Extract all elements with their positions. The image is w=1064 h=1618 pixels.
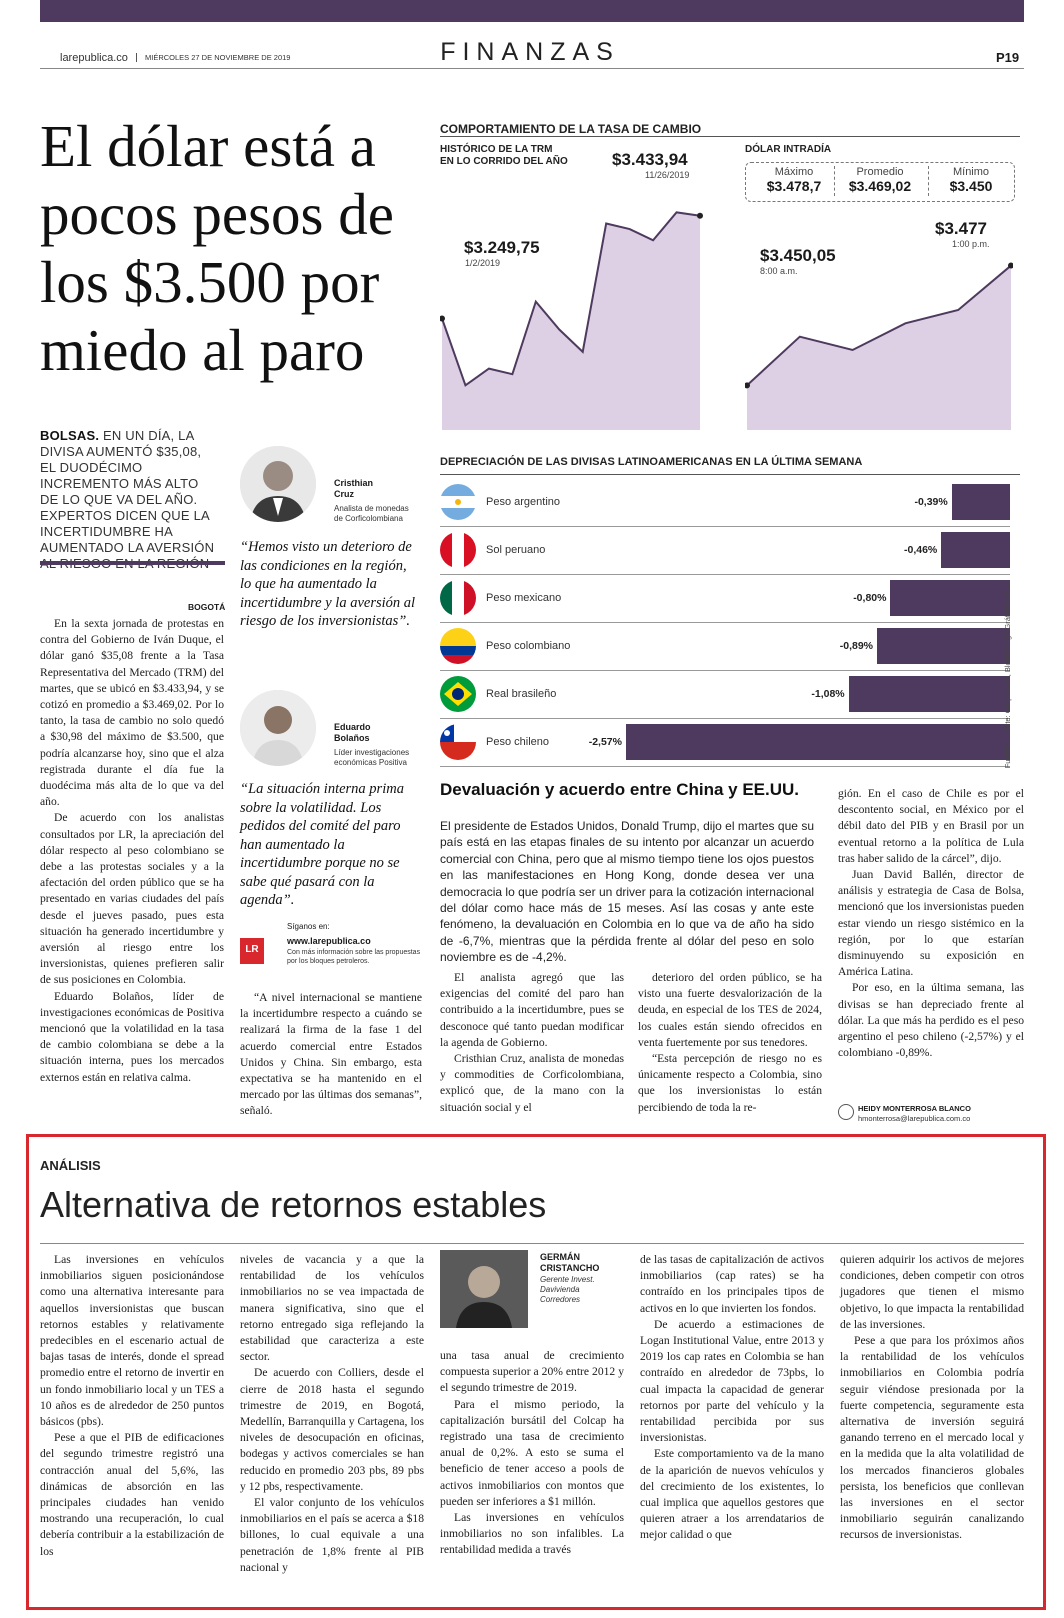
page-number: P19 bbox=[996, 50, 1020, 65]
depreciation-row bbox=[440, 526, 1010, 575]
body-column-6 bbox=[838, 786, 1024, 1061]
analyst-name-last: CRISTANCHO bbox=[540, 1263, 600, 1273]
country-flag-icon bbox=[440, 724, 476, 760]
author-email[interactable]: hmonterrosa@larepublica.com.co bbox=[858, 1114, 971, 1123]
bar bbox=[626, 724, 1010, 760]
depreciation-row bbox=[440, 718, 1010, 767]
depreciation-row bbox=[440, 574, 1010, 623]
bar bbox=[890, 580, 1010, 616]
person1-role bbox=[334, 504, 409, 524]
top-color-bar bbox=[40, 0, 1024, 22]
paragraph: De acuerdo con Colliers, desde el cierre de 2018 hasta el segundo trimestre de 2019, en Bogotá, Medellín, Barranquilla y Cartagena, los niveles de desocupación en oficinas, bodegas y activos comerciales se han reducido en promedio 203 pbs, 89 pbs y 12 pbs, respectivamente. bbox=[240, 1366, 424, 1493]
follow-note: Con más información sobre las propuestas por los bloques petroleros. bbox=[287, 949, 421, 965]
analysis-column-1 bbox=[40, 1252, 224, 1560]
avatar bbox=[240, 690, 316, 766]
body-column-1 bbox=[40, 616, 224, 1086]
paragraph: gión. En el caso de Chile es por el descontento social, en México por el débil dato del PIB y en Brasil por un eventual retorno a la política de Lula tras haber salido de la cárcel”, dijo. bbox=[838, 787, 1024, 865]
stat-divider bbox=[834, 166, 836, 196]
body-column-4 bbox=[440, 970, 624, 1116]
depreciation-row bbox=[440, 622, 1010, 671]
charts-title-rule bbox=[440, 136, 1020, 137]
analysis-label: ANÁLISIS bbox=[40, 1158, 101, 1173]
analyst-name bbox=[540, 1252, 599, 1274]
depreciation-title: DEPRECIACIÓN DE LAS DIVISAS LATINOAMERICANAS EN LA ÚLTIMA SEMANA bbox=[440, 456, 863, 468]
paragraph: Este comportamiento va de la mano de la aparición de nuevos vehículos y del crecimiento de los existentes, lo cual implica que aquellos gestores que quieren atraer a los arrendatarios de mejor calidad o que bbox=[640, 1447, 824, 1542]
analysis-title: Alternativa de retornos estables bbox=[40, 1184, 547, 1225]
subhead-paragraph: El presidente de Estados Unidos, Donald Trump, dijo el martes que su país está en las etapas finales de su intento por alcanzar un acuerdo comercial con China, pero que al mismo tiempo tiene los ojos puestos en las manifestaciones en Hong Kong, donde desea ver una democracia lo que podría ser un driver para la cotización internacional del dólar como hace más de 15 meses. Así las cosas y ante este fenómeno, la devaluación en Colombia en lo que va de año ha sido de -6,7%, mientras que la pérdida frente al dólar del peso en solo noviembre es de -4,2%. bbox=[440, 819, 814, 965]
person2-role-2: económicas Positiva bbox=[334, 758, 407, 767]
site-name: larepublica.co bbox=[60, 52, 128, 64]
analyst-photo bbox=[440, 1250, 528, 1328]
data-point bbox=[440, 316, 445, 322]
analysis-rule bbox=[40, 1243, 1024, 1244]
lead-rule bbox=[40, 561, 225, 565]
analyst-role bbox=[540, 1275, 595, 1305]
trm-area-chart bbox=[440, 150, 730, 440]
paragraph: Por eso, en la última semana, las divisas se han depreciado frente al dólar. La que más ha perdido es el peso argentino el peso chileno (-2,57%) y el colombiano -0,89%. bbox=[838, 981, 1024, 1060]
trm-subtitle-line1: HISTÓRICO DE LA TRM bbox=[440, 144, 553, 155]
paragraph: Eduardo Bolaños, líder de investigaciones económicas de Positiva mencionó que la volatilidad en la tasa de cambio colombiana se debe a la situación interna, pues los mercados externos están en relativa calma. bbox=[40, 989, 224, 1084]
country-flag-icon bbox=[440, 676, 476, 712]
trm-peak-date: 11/26/2019 bbox=[645, 170, 690, 180]
paragraph: Pese a que el PIB de edificaciones del segundo trimestre registró una contracción anual del 5,6%, las dinámicas de absorción en las principales ciudades han venido mostrando una recuperación, lo cual debería contribuir a la estabilización de los bbox=[40, 1431, 224, 1558]
country-flag-icon bbox=[440, 484, 476, 520]
lr-logo-icon: LR bbox=[240, 938, 264, 964]
paragraph: Pese a que para los próximos años la rentabilidad de los vehículos inmobiliarios en Colombia podría seguir viéndose presionada por la fuerte competencia, seguramente esta alternativa de inversión seguirá ganando terreno en el mercado local y en la medida que la alta volatilidad de los mercados financieros globales persista, los beneficios que conllevan las inversiones en el sector inmobiliario seguirán canalizando recursos de inversionistas. bbox=[840, 1334, 1024, 1542]
person2-name-first: Eduardo bbox=[334, 722, 371, 732]
author-icon bbox=[838, 1104, 854, 1120]
stat-min-label: Mínimo bbox=[952, 166, 990, 178]
paragraph: de las tasas de capitalización de activos inmobiliarios (cap rates) se ha contraído en los principales tipos de activos en lo que invierten los fondos. bbox=[640, 1253, 824, 1315]
person2-name-last: Bolaños bbox=[334, 733, 370, 743]
paragraph: quieren adquirir los activos de mejores condiciones, deben competir con otros jugadores que tienen el mismo objetivo, lo que impacta la rentabilidad de las inversiones. bbox=[840, 1253, 1024, 1331]
data-label: -0,46% bbox=[904, 544, 938, 556]
body-column-2 bbox=[240, 990, 422, 1120]
analyst-name-first: GERMÁN bbox=[540, 1252, 580, 1262]
person1-name-first: Cristhian bbox=[334, 478, 374, 488]
currency-label: Real brasileño bbox=[486, 688, 557, 700]
paragraph: De acuerdo con los analistas consultados por LR, la apreciación del dólar respecto al peso colombiano se debe a las protestas sociales y a la afectación del orden público que se ha presentado en varias ciudades del país desde el jueves pasado, pues esta situación ha generado incertidumbre y aversión al riesgo entre los inversionistas, quienes prefieren salir de sus posiciones en Colombia. bbox=[40, 811, 224, 987]
stat-max-value: $3.478,7 bbox=[766, 178, 822, 194]
stat-divider bbox=[928, 166, 930, 196]
header-divider bbox=[40, 68, 1024, 69]
headline: El dólar está a pocos pesos de los $3.500 por miedo al paro bbox=[40, 113, 394, 383]
follow-site[interactable]: www.larepublica.co bbox=[287, 936, 371, 946]
intraday-close-value: $3.477 bbox=[935, 219, 987, 238]
paragraph: deterioro del orden público, se ha visto una fuerte desvalorización de la deuda, en especial de los TES de 2024, los cuales están siendo ofrecidos en venta fuertemente por sus tenedores. bbox=[638, 971, 822, 1049]
paragraph: Juan David Ballén, director de análisis y estrategia de Casa de Bolsa, mencionó que los inversionistas pueden estar viendo un riesgo sistémico en la región, por lo que estarían disminuyendo su exposición en América Latina. bbox=[838, 868, 1024, 979]
lead-text: EN UN DÍA, LA DIVISA AUMENTÓ $35,08, EL DUODÉCIMO INCREMENTO MÁS ALTO DE LO QUE VA DEL AÑO. EXPERTOS DICEN QUE LA INCERTIDUMBRE HA AUMENTADO LA AVERSIÓN bbox=[40, 428, 215, 555]
chart-source: Fuente: Fuente: Grupo Aval, Bloomberg / Gráfico: LR-AL bbox=[1003, 580, 1012, 769]
stat-min bbox=[932, 166, 1010, 194]
person1-name bbox=[334, 478, 373, 500]
country-flag-icon bbox=[440, 628, 476, 664]
paragraph: Para el mismo periodo, la capitalización bursátil del Colcap ha registrado una tasa de crecimiento anual de 0,2%. A esto se suma el beneficio de tener acceso a pools de activos inmobiliarios con montos que pueden ser inferiores a $1 millón. bbox=[440, 1397, 624, 1508]
dateline: BOGOTÁ bbox=[188, 602, 226, 612]
analysis-column-4 bbox=[640, 1252, 824, 1544]
person2-role bbox=[334, 748, 409, 768]
data-label: -0,80% bbox=[853, 592, 887, 604]
depreciation-title-rule bbox=[440, 474, 1020, 475]
person2-role-1: Líder investigaciones bbox=[334, 748, 410, 757]
bar bbox=[952, 484, 1010, 520]
currency-label: Peso chileno bbox=[486, 736, 549, 748]
data-point bbox=[697, 213, 703, 219]
paragraph: De acuerdo a estimaciones de Logan Institutional Value, entre 2013 y 2019 los cap rates en Colombia se han contraído en alrededor de 73pbs, lo cual impacta la capacidad de generar retornos por parte del vehículo y la rentabilidad percibida por sus inversionistas. bbox=[640, 1317, 824, 1445]
person1-role-1: Analista de monedas bbox=[334, 504, 409, 513]
person1-role-2: de Corficolombiana bbox=[334, 514, 403, 523]
paragraph: Las inversiones en vehículos inmobiliarios no son infalibles. La rentabilidad medida a través bbox=[440, 1511, 624, 1557]
data-label: -2,57% bbox=[588, 736, 622, 748]
data-label: -1,08% bbox=[811, 688, 845, 700]
person-photo-icon bbox=[440, 1250, 528, 1328]
trm-start-date: 1/2/2019 bbox=[465, 258, 501, 268]
analyst-role-1: Gerente Invest. bbox=[540, 1275, 595, 1284]
bar bbox=[877, 628, 1010, 664]
trm-subtitle-line2: EN LO CORRIDO DEL AÑO bbox=[440, 156, 568, 167]
bar bbox=[849, 676, 1010, 712]
stat-min-value: $3.450 bbox=[949, 178, 993, 194]
currency-label: Peso colombiano bbox=[486, 640, 571, 652]
author-name: HEIDY MONTERROSA BLANCO bbox=[858, 1104, 971, 1113]
charts-title: COMPORTAMIENTO DE LA TASA DE CAMBIO bbox=[440, 122, 702, 136]
lead-summary bbox=[40, 428, 220, 572]
paragraph: niveles de vacancia y a que la rentabilidad de los vehículos inmobiliarios no se vea impactada de manera significativa, sino que el retorno entregado siga reflejando la estabilidad que caracteriza a este sector. bbox=[240, 1253, 424, 1364]
paragraph: Cristhian Cruz, analista de monedas y commodities de Corficolombiana, explicó que, de la mano con la situación social y el bbox=[440, 1052, 624, 1114]
pull-quote: “La situación interna prima sobre la volatilidad. Los pedidos del comité del paro han aumentado la incertidumbre porque no se sabe qué pasará con la agenda”. bbox=[240, 781, 404, 908]
intraday-open-value: $3.450,05 bbox=[760, 246, 836, 265]
country-flag-icon bbox=[440, 580, 476, 616]
trm-start-value: $3.249,75 bbox=[464, 238, 540, 257]
currency-label: Peso argentino bbox=[486, 496, 560, 508]
currency-label: Peso mexicano bbox=[486, 592, 562, 604]
paragraph: “Esta percepción de riesgo no es únicamente respecto a Colombia, sino que los inversionistas lo están percibiendo de toda la re- bbox=[638, 1052, 822, 1114]
follow-label: Síganos en: bbox=[287, 922, 330, 931]
analysis-column-3 bbox=[440, 1348, 624, 1559]
depreciation-row bbox=[440, 478, 1010, 527]
subhead: Devaluación y acuerdo entre China y EE.UU. bbox=[440, 780, 800, 799]
stat-max-label: Máximo bbox=[774, 166, 814, 178]
stat-avg bbox=[838, 166, 922, 194]
stat-avg-value: $3.469,02 bbox=[848, 178, 912, 194]
section-title: FINANZAS bbox=[440, 38, 620, 66]
country-flag-icon bbox=[440, 532, 476, 568]
depreciation-row bbox=[440, 670, 1010, 719]
intraday-subtitle: DÓLAR INTRADÍA bbox=[745, 144, 832, 155]
analyst-role-3: Corredores bbox=[540, 1295, 581, 1304]
data-label: -0,39% bbox=[914, 496, 948, 508]
paragraph: El valor conjunto de los vehículos inmobiliarios en el país se acerca a $18 billones, lo cual equivale a una penetración de 1,8% frente al PIB nacional y bbox=[240, 1496, 424, 1574]
lead-kicker: BOLSAS. bbox=[40, 428, 100, 443]
intraday-stats-box bbox=[745, 162, 1015, 202]
trm-peak-value: $3.433,94 bbox=[612, 150, 688, 169]
currency-label: Sol peruano bbox=[486, 544, 546, 556]
pull-quote: “Hemos visto un deterioro de las condiciones en la región, lo que ha aumentado la incertidumbre y la aversión al riesgo de los inversionistas”. bbox=[240, 539, 416, 629]
stat-avg-label: Promedio bbox=[856, 166, 904, 178]
paragraph: “A nivel internacional se mantiene la incertidumbre respecto a cuándo se realizará la firma de la fase 1 del acuerdo comercial entre Estados Unidos y China. Sin embargo, esta expectativa se ha mantenido en el mercado por las últimas dos semanas”, señaló. bbox=[240, 991, 422, 1118]
depreciation-bar-chart bbox=[440, 478, 1010, 768]
intraday-close-time: 1:00 p.m. bbox=[952, 239, 990, 249]
bar bbox=[941, 532, 1010, 568]
analysis-column-5 bbox=[840, 1252, 1024, 1544]
analyst-role-2: Davivienda bbox=[540, 1285, 580, 1294]
person-photo-icon bbox=[240, 690, 316, 766]
analysis-column-2 bbox=[240, 1252, 424, 1576]
paragraph: El analista agregó que las exigencias del comité del paro han contribuido a la incertidumbre, pues se desconoce qué tanto puedan modificar la agenda de Gobierno. bbox=[440, 971, 624, 1049]
intraday-open-time: 8:00 a.m. bbox=[760, 266, 798, 276]
data-label: -0,89% bbox=[839, 640, 874, 652]
avatar bbox=[240, 446, 316, 522]
person-photo-icon bbox=[240, 446, 316, 522]
paragraph: En la sexta jornada de protestas en contra del Gobierno de Iván Duque, el dólar ganó $35,08 frente a la Tasa Representativa del Mercado (TRM) del martes, que se ubicó en $3.433,94, y se cotizó en promedio a $3.469,02. Por lo tanto, la tasa de cambio no solo quedó a $30,98 del máximo de $3.500, que podría alcanzarse hoy, sino que el alza registrada durante el día fue la duodécima más alta de lo que va del año. bbox=[40, 617, 224, 809]
body-column-5 bbox=[638, 970, 822, 1116]
person2-name bbox=[334, 722, 371, 744]
issue-date: MIÉRCOLES 27 DE NOVIEMBRE DE 2019 bbox=[136, 53, 290, 62]
stat-max bbox=[754, 166, 834, 194]
person1-name-last: Cruz bbox=[334, 489, 354, 499]
paragraph: Las inversiones en vehículos inmobiliarios siguen posicionándose como una alternativa interesante para aquellos inversionistas que buscan retornos estables y relativamente predecibles en el escenario actual de bajas tasas de interés, donde el spread promedio entre el retorno de invertir en un fondo inmobiliario local y un TES a 10 años es de alrededor de 250 puntos básicos (pbs). bbox=[40, 1253, 224, 1429]
paragraph: una tasa anual de crecimiento compuesta superior a 20% entre 2012 y el segundo trimestre de 2019. bbox=[440, 1349, 624, 1395]
